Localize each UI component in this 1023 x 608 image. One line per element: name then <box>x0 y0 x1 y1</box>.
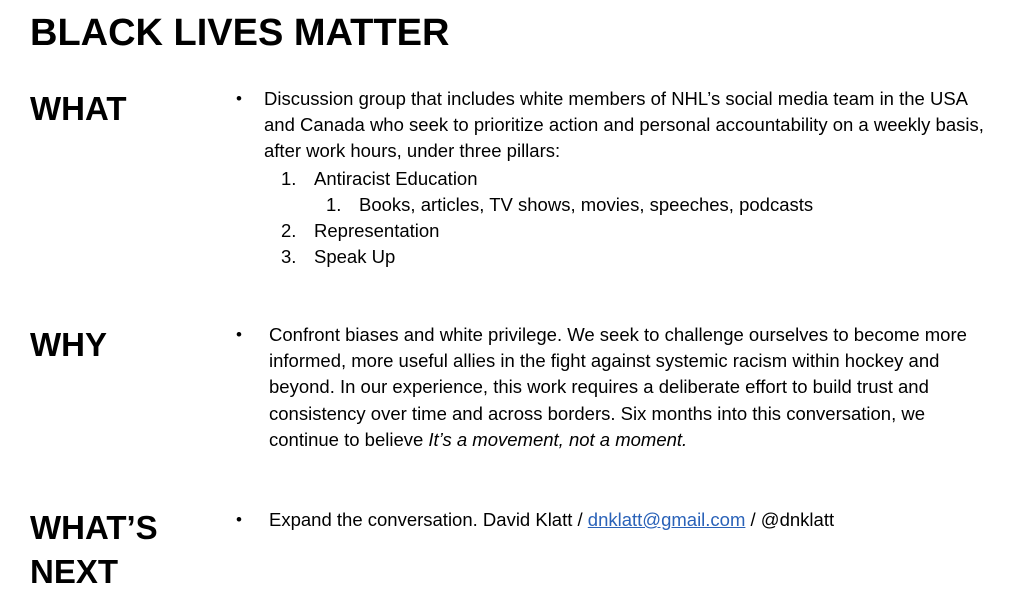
pillar-sub-item-1 <box>326 192 813 218</box>
why-text: Confront biases and white privilege. We seek to challenge ourselves to become more informed, more useful allies in the fight against systemic racism within hockey and beyond. In our experience, this work requires a deliberate effort to build trust and consistency over time and across borders. Six months into this conversation, we continue to believe <box>269 324 967 450</box>
pillar-number: 1. <box>281 168 297 189</box>
pillar-item-3 <box>281 244 395 270</box>
pillar-label: Speak Up <box>314 246 396 267</box>
section-heading-whats-next-line1: WHAT’S <box>30 509 158 546</box>
slide-title: BLACK LIVES MATTER <box>30 12 450 54</box>
pillar-number: 2. <box>281 220 297 241</box>
pillar-item-1 <box>281 166 478 192</box>
section-heading-what: WHAT <box>30 90 127 127</box>
sub-item-label: Books, articles, TV shows, movies, speeches, podcasts <box>359 194 814 215</box>
pillar-label: Antiracist Education <box>314 168 478 189</box>
bullet-what: • <box>236 89 242 108</box>
bullet-next: • <box>236 510 242 529</box>
why-emphasis: It’s a movement, not a moment. <box>428 428 688 450</box>
pillar-number: 3. <box>281 246 297 267</box>
pillar-label: Representation <box>314 220 440 241</box>
why-description <box>269 322 987 453</box>
what-description: Discussion group that includes white members of NHL’s social media team in the USA and Canada who seek to prioritize action and personal accountability on a weekly basis, after work hours, under three pillars: <box>264 88 984 162</box>
sub-item-number: 1. <box>326 194 342 215</box>
next-description <box>269 507 999 533</box>
section-heading-whats-next-line2: NEXT <box>30 553 119 590</box>
email-link[interactable]: dnklatt@gmail.com <box>587 509 746 530</box>
next-text-before: Expand the conversation. David Klatt / <box>269 509 583 530</box>
section-heading-why: WHY <box>30 326 107 363</box>
next-text-after: / @dnklatt <box>750 509 835 530</box>
pillar-item-2 <box>281 218 439 244</box>
bullet-why: • <box>236 325 242 344</box>
